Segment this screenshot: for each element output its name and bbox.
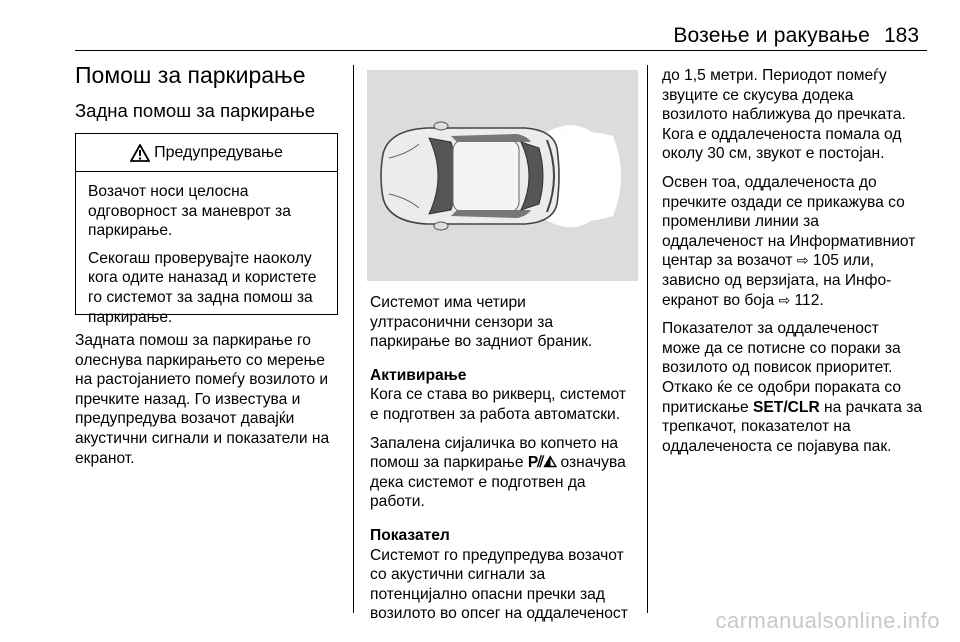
watermark: carmanualsonline.info	[715, 608, 940, 633]
text-line: ултрасонични сензори за	[370, 313, 554, 331]
text-line: олеснува паркирањето со мерење	[75, 351, 325, 369]
left-body-text	[75, 331, 345, 477]
text-line: пречките оздади се прикажува со	[662, 193, 905, 211]
text-line: дека системот е подготвен да	[370, 473, 586, 491]
car-rear-sensor-diagram	[367, 70, 638, 281]
subsection-title: Задна помош за паркирање	[75, 100, 316, 121]
indicator-heading: Показател	[370, 526, 450, 544]
text-line: пречките назад. Го известува и	[75, 390, 301, 408]
text-line: работи.	[370, 493, 425, 511]
page-reference-arrow-icon: ⇨	[778, 291, 791, 308]
warning-triangle-icon	[130, 144, 150, 162]
activation-heading: Активирање	[370, 366, 467, 384]
text-line: одговорност за маневрот за	[88, 202, 291, 220]
text-line: возилото во опсег на оддалеченост	[370, 605, 628, 623]
text-line: Освен тоа, оддалеченоста до	[662, 173, 877, 191]
warning-paragraph-1	[88, 182, 327, 241]
text-line: Возачот носи целосна	[88, 183, 249, 200]
page-reference-link[interactable]: 105 или,	[808, 252, 875, 270]
text-line: на рачката за	[819, 398, 923, 416]
text-line: Системот го предупредува возачот	[370, 546, 624, 564]
text-line: Секогаш проверувајте наоколу	[88, 249, 312, 267]
parking-assist-symbol: P⫽◭	[527, 454, 557, 472]
page-number: 183	[884, 24, 920, 47]
text-line: означува	[556, 454, 626, 472]
header-rule	[75, 50, 927, 51]
display-paragraph	[662, 173, 932, 310]
page-reference-link[interactable]: 112.	[790, 291, 824, 309]
range-paragraph	[662, 66, 932, 164]
text-line: акустични сигнали и показатели на	[75, 429, 330, 447]
text-line: екранот во боја	[662, 291, 779, 309]
text-line: со акустични сигнали за	[370, 566, 546, 584]
warning-heading: Предупредување	[154, 143, 283, 161]
text-line: Запалена сијаличка во копчето на	[370, 434, 619, 452]
section-title: Помош за паркирање	[75, 62, 306, 88]
text-line: Показателот за оддалеченост	[662, 320, 879, 338]
text-line: на растојанието помеѓу возилото и	[75, 371, 329, 389]
text-line: паркирање во задниот браник.	[370, 333, 593, 351]
warning-box	[75, 133, 338, 326]
text-line: променливи линии за	[662, 213, 819, 231]
text-line: возилото од повисок приоритет.	[662, 359, 893, 377]
text-line: оддалеченоста се појавува пак.	[662, 437, 892, 455]
text-line: Системот има четири	[370, 294, 526, 311]
running-header-title: Возење и ракување	[673, 24, 870, 47]
warning-header	[76, 134, 337, 172]
text-line: трепкачот, показателот на	[662, 418, 851, 436]
text-line: е подготвен за работа автоматски.	[370, 405, 621, 423]
text-line: оддалеченост на Информативниот	[662, 232, 916, 250]
page-reference-arrow-icon: ⇨	[796, 252, 809, 269]
text-line: звуците се скусува додека	[662, 86, 854, 104]
warning-paragraph-2	[88, 249, 327, 327]
set-clr-button-label: SET/CLR	[753, 398, 820, 416]
text-line: до 1,5 метри. Периодот помеѓу	[662, 67, 887, 84]
text-line: може да се потисне со пораки за	[662, 339, 901, 357]
indicator-paragraph	[370, 526, 645, 624]
middle-body-text	[370, 293, 645, 633]
warning-body	[76, 172, 337, 327]
text-line: кога одите наназад и користете	[88, 269, 317, 287]
car-illustration	[367, 70, 638, 281]
intro-paragraph	[370, 293, 645, 352]
text-line: паркирање.	[88, 222, 173, 240]
text-line: Откако ќе се одобри пораката со	[662, 378, 902, 396]
text-line: зависно од верзијата, на Инфо-	[662, 271, 892, 289]
text-line: центар за возачот	[662, 252, 797, 270]
text-line: возилото наближува до пречката.	[662, 106, 906, 124]
column-divider-left	[353, 65, 354, 613]
text-line: притискање	[662, 398, 753, 416]
text-line: потенцијално опасни пречки зад	[370, 585, 605, 603]
priority-paragraph	[662, 319, 932, 456]
text-line: околу 30 см, звукот е постојан.	[662, 145, 885, 163]
led-paragraph	[370, 434, 645, 512]
text-line: паркирање.	[88, 308, 173, 326]
text-line: Кога се става во рикверц, системот	[370, 386, 626, 404]
text-line: го системот за задна помош за	[88, 288, 313, 306]
text-line: помош за паркирање	[370, 454, 528, 472]
right-body-text	[662, 66, 932, 465]
column-divider-right	[647, 65, 648, 613]
text-line: предупредува возачот давајќи	[75, 410, 295, 428]
text-line: екранот.	[75, 449, 135, 467]
text-line: Задната помош за паркирање го	[75, 332, 311, 349]
activation-paragraph	[370, 366, 645, 425]
text-line: Кога е оддалеченоста помала од	[662, 125, 902, 143]
